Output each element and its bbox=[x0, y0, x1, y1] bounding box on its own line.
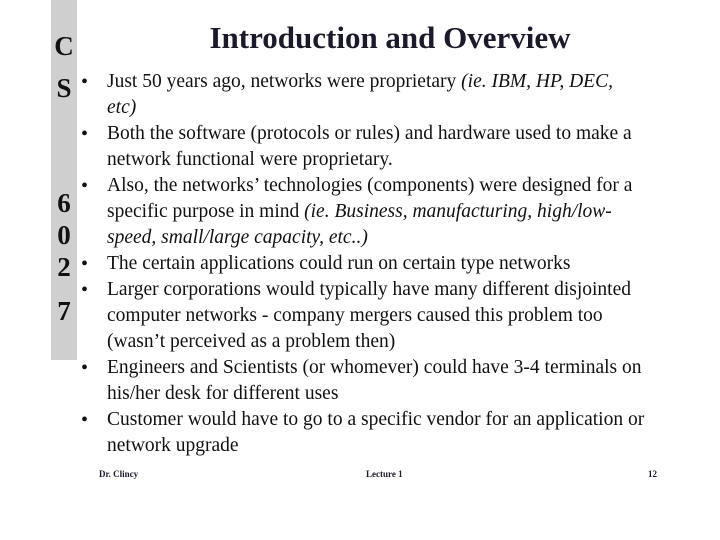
bullet-marker: • bbox=[81, 175, 89, 197]
bullet-italic-text: (ie. IBM, HP, DEC, bbox=[461, 71, 613, 92]
bullet-text: his/her desk for different uses bbox=[107, 383, 339, 404]
bullet-text: Just 50 years ago, networks were proprietary bbox=[107, 71, 462, 92]
bullet-text: Engineers and Scientists (or whomever) could have 3-4 terminals on bbox=[107, 357, 642, 378]
bullet-line bbox=[107, 199, 612, 225]
bullet-text: The certain applications could run on certain type networks bbox=[107, 253, 571, 274]
bullet-marker: • bbox=[81, 357, 89, 379]
course-code-letter: C bbox=[54, 31, 74, 61]
bullet-line bbox=[107, 173, 632, 199]
bullet-text: Customer would have to go to a specific vendor for an application or bbox=[107, 409, 645, 430]
course-code-letter: 2 bbox=[57, 252, 71, 282]
bullet-italic-text: speed, small/large capacity, etc..) bbox=[107, 227, 368, 248]
bullet-line bbox=[107, 251, 571, 277]
footer-author: Dr. Clincy bbox=[99, 469, 139, 479]
bullet-line bbox=[107, 121, 632, 147]
slide-title: Introduction and Overview bbox=[209, 20, 571, 55]
bullet-line bbox=[107, 329, 395, 355]
course-code-letter: 7 bbox=[57, 296, 71, 326]
bullet-text: (wasn’t perceived as a problem then) bbox=[107, 331, 396, 352]
bullet-line bbox=[107, 147, 393, 173]
bullet-line bbox=[107, 433, 239, 459]
bullet-line bbox=[107, 381, 338, 407]
course-code-letter: 0 bbox=[57, 220, 71, 250]
bullet-marker: • bbox=[81, 123, 89, 145]
bullet-text: Both the software (protocols or rules) and hardware used to make a bbox=[107, 123, 632, 144]
bullet-text: network upgrade bbox=[107, 435, 239, 456]
bullet-text: Also, the networks’ technologies (components) were designed for a bbox=[107, 175, 633, 196]
bullet-line bbox=[107, 277, 631, 303]
footer-page-number: 12 bbox=[648, 469, 657, 479]
course-code-letter: S bbox=[56, 73, 72, 103]
bullet-marker: • bbox=[81, 409, 89, 431]
bullet-italic-text: etc) bbox=[107, 97, 137, 118]
bullet-line bbox=[107, 225, 368, 251]
footer-lecture: Lecture 1 bbox=[366, 469, 403, 479]
bullet-line bbox=[107, 69, 613, 95]
bullet-text: Larger corporations would typically have many different disjointed bbox=[107, 279, 632, 300]
bullet-line bbox=[107, 355, 641, 381]
bullet-line bbox=[107, 407, 644, 433]
bullet-text: computer networks - company mergers caused this problem too bbox=[107, 305, 603, 326]
bullet-text: specific purpose in mind bbox=[107, 201, 305, 222]
bullet-italic-text: (ie. Business, manufacturing, high/low- bbox=[304, 201, 612, 222]
bullet-text: network functional were proprietary. bbox=[107, 149, 393, 170]
bullet-line bbox=[107, 95, 136, 121]
bullet-line bbox=[107, 303, 603, 329]
bullet-marker: • bbox=[81, 253, 89, 275]
bullet-marker: • bbox=[81, 71, 89, 93]
course-code-letter: 6 bbox=[57, 188, 71, 218]
bullet-marker: • bbox=[81, 279, 89, 301]
